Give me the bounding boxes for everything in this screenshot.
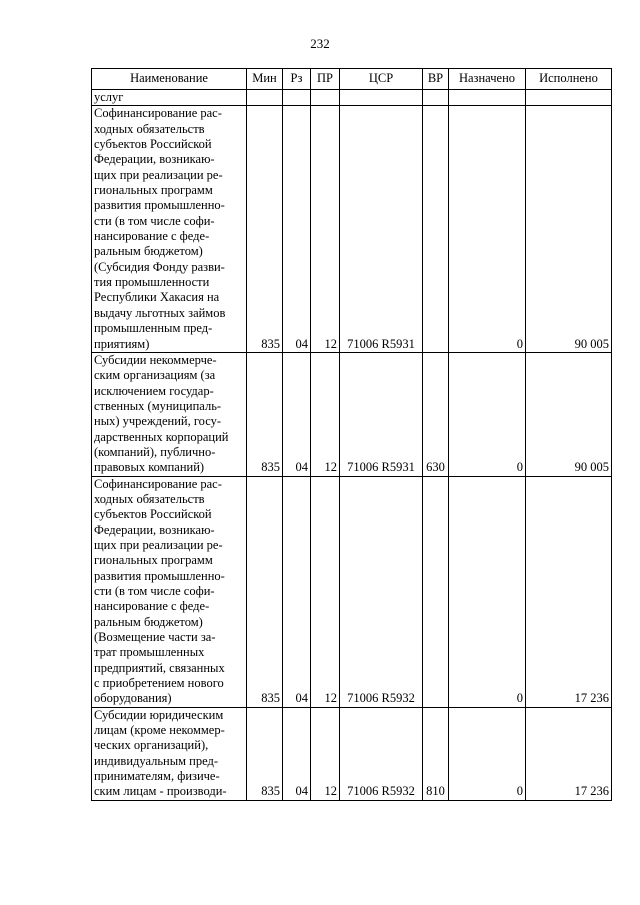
col-header-executed: Исполнено: [526, 69, 612, 90]
row-name-line: нансирование с феде-: [94, 599, 210, 614]
row-name-line: субъектов Российской: [94, 507, 212, 522]
col-header-csr: ЦСР: [340, 69, 423, 90]
row-name-line: Субсидии некоммерче-: [94, 352, 217, 367]
cell-csr: 71006 R5932: [340, 476, 423, 707]
row-name-line: ных) учреждений, госу-: [94, 414, 221, 429]
cell-csr: 71006 R5932: [340, 707, 423, 800]
row-name: [92, 106, 247, 353]
col-header-rz: Рз: [283, 69, 311, 90]
cell-rz: 04: [283, 106, 311, 353]
table-row: [92, 352, 612, 476]
col-header-assigned: Назначено: [449, 69, 526, 90]
row-name-line: исключением государ-: [94, 383, 214, 398]
row-name-line: трат промышленных: [94, 645, 205, 660]
cell-vr: 810: [423, 707, 449, 800]
col-header-vr: ВР: [423, 69, 449, 90]
cell-executed: 17 236: [526, 476, 612, 707]
cell-csr: 71006 R5931: [340, 352, 423, 476]
cell-assigned: 0: [449, 106, 526, 353]
row-name-line: ходных обязательств: [94, 491, 205, 506]
row-name-line: выдачу льготных займов: [94, 305, 226, 320]
row-name-line: развития промышленно-: [94, 198, 225, 213]
row-name-line: ским организациям (за: [94, 368, 216, 383]
row-name-line: принимателям, физиче-: [94, 769, 220, 784]
row-name-line: щих при реализации ре-: [94, 167, 223, 182]
row-name-line: лицам (кроме некоммер-: [94, 723, 225, 738]
row-name-line: оборудования): [94, 691, 172, 706]
row-name-line: (Возмещение части за-: [94, 630, 216, 645]
table-row: [92, 707, 612, 800]
cell-pr: 12: [311, 106, 340, 353]
col-header-pr: ПР: [311, 69, 340, 90]
cell-rz: 04: [283, 476, 311, 707]
cell-assigned: 0: [449, 352, 526, 476]
cell-min: 835: [247, 352, 283, 476]
budget-table: [91, 68, 612, 801]
continuation-row: [92, 90, 612, 106]
cell-assigned: 0: [449, 476, 526, 707]
row-name-line: промышленным пред-: [94, 321, 213, 336]
row-name-line: ским лицам - производи-: [94, 784, 227, 799]
cell-vr: 630: [423, 352, 449, 476]
cell-vr: [423, 476, 449, 707]
cell-executed: 90 005: [526, 106, 612, 353]
col-header-min: Мин: [247, 69, 283, 90]
continuation-text: услуг: [92, 90, 247, 106]
page-number: 232: [310, 36, 330, 51]
row-name-line: ральным бюджетом): [94, 614, 203, 629]
row-name-line: сти (в том числе софи-: [94, 584, 215, 598]
row-name-line: (Субсидия Фонду разви-: [94, 259, 225, 274]
table-row: [92, 106, 612, 353]
cell-pr: 12: [311, 707, 340, 800]
row-name-line: Федерации, возникаю-: [94, 522, 215, 537]
cell-pr: 12: [311, 476, 340, 707]
cell-executed: 17 236: [526, 707, 612, 800]
row-name-line: Софинансирование рас-: [94, 106, 222, 121]
row-name-line: индивидуальным пред-: [94, 753, 219, 768]
row-name-line: Республики Хакасия на: [94, 290, 220, 305]
cell-min: 835: [247, 476, 283, 707]
cell-pr: 12: [311, 352, 340, 476]
row-name-line: приятиям): [94, 336, 150, 351]
row-name-line: развития промышленно-: [94, 568, 225, 583]
row-name-line: ральным бюджетом): [94, 244, 203, 259]
row-name-line: субъектов Российской: [94, 137, 212, 152]
cell-rz: 04: [283, 352, 311, 476]
row-name-line: тия промышленности: [94, 275, 210, 290]
row-name-line: Софинансирование рас-: [94, 476, 222, 491]
row-name: [92, 707, 247, 800]
row-name-line: нансирование с феде-: [94, 229, 210, 244]
row-name-line: Федерации, возникаю-: [94, 152, 215, 167]
row-name-line: (компаний), публично-: [94, 444, 216, 459]
row-name-line: предприятий, связанных: [94, 660, 225, 675]
row-name-line: с приобретением нового: [94, 676, 224, 691]
cell-min: 835: [247, 106, 283, 353]
row-name-line: Субсидии юридическим: [94, 707, 224, 722]
row-name-line: дарственных корпораций: [94, 429, 229, 444]
cell-vr: [423, 106, 449, 353]
cell-rz: 04: [283, 707, 311, 800]
row-name-line: гиональных программ: [94, 183, 213, 198]
col-header-name: Наименование: [92, 69, 247, 90]
cell-csr: 71006 R5931: [340, 106, 423, 353]
row-name-line: ственных (муниципаль-: [94, 398, 222, 413]
row-name-line: гиональных программ: [94, 553, 213, 568]
row-name-line: щих при реализации ре-: [94, 537, 223, 552]
table-header-row: [92, 69, 612, 90]
cell-min: 835: [247, 707, 283, 800]
row-name: [92, 476, 247, 707]
table-row: [92, 476, 612, 707]
row-name-line: ходных обязательств: [94, 121, 205, 136]
row-name-line: ческих организаций),: [94, 738, 209, 753]
row-name-line: правовых компаний): [94, 460, 205, 475]
cell-assigned: 0: [449, 707, 526, 800]
row-name: [92, 352, 247, 476]
row-name-line: сти (в том числе софи-: [94, 213, 215, 228]
cell-executed: 90 005: [526, 352, 612, 476]
